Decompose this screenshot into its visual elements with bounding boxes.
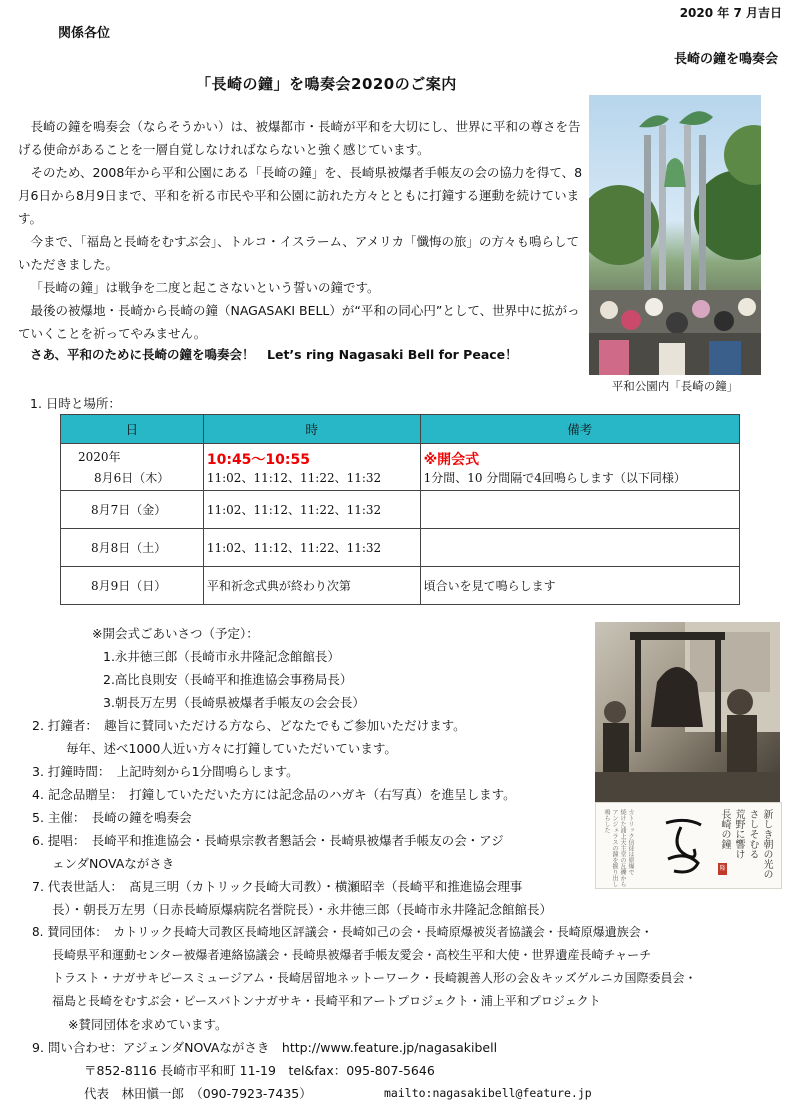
table-row (61, 491, 740, 529)
greeting-item: 3.朝長万左男（長崎県被爆者手帳友の会会長） (103, 695, 365, 710)
intro-paragraph: そのため、2008年から平和公園にある「長崎の鐘」を、長崎県被爆者手帳友の会の協力を得て、8月6日から8月9日まで、平和を祈る市民や平和公園に訪れた方々とともに打鐘する運動を続けています。 (18, 165, 583, 226)
note-cell (420, 491, 739, 529)
historic-bell-photo (595, 622, 780, 802)
bell-monument-illustration (589, 95, 761, 375)
schedule-table (60, 414, 740, 605)
greeting-item: 1.永井徳三郎（長崎市永井隆記念館館長） (103, 649, 340, 664)
time-cell: 11:02、11:12、11:22、11:32 (203, 529, 420, 567)
item-representatives: 7. 代表世話人： 髙見三明（カトリック長崎大司教）・横瀬昭幸（長崎平和推進協会理事 (32, 879, 523, 894)
item-participants: 2. 打鐘者： 趣旨に賛同いただける方なら、どなたでもご参加いただけます。 (32, 718, 466, 733)
item-participants-note: 毎年、述べ1000人近い方々に打鐘していただいています。 (66, 741, 397, 756)
recipient: 関係各位 (58, 26, 111, 41)
greetings-heading: ※開会式ごあいさつ（予定）： (92, 626, 259, 641)
organizer: 長崎の鐘を鳴奏会 (673, 52, 778, 67)
item-ring-time: 3. 打鐘時間： 上記時刻から1分間鳴らします。 (32, 764, 299, 779)
item-supporters-cont: トラスト・ナガサキピースミュージアム・長崎居留地ネットーワーク・長崎親善人形の会＆キッズゲルニカ国際委員会・ (52, 971, 697, 985)
intro-paragraph: 最後の被爆地・長崎から長崎の鐘（NAGASAKI BELL）が“平和の同心円”として、世界中に拡がっていくことを祈ってやみません。 (18, 303, 580, 341)
greeting-item: 2.高比良則安（長崎平和推進協会事務局長） (103, 672, 353, 687)
contact-representative: 代表 林田愼一郎 （090-7923-7435） (84, 1086, 312, 1101)
photo-caption: 平和公園内「長崎の鐘」 (611, 379, 739, 393)
intro-paragraph: 「長崎の鐘」は戦争を二度と起こさないという誓いの鐘です。 (30, 280, 380, 295)
day-label: 8月6日（木） (94, 471, 170, 485)
note-label: 1分間、10 分間隔で4回鳴らします（以下同様） (423, 470, 686, 485)
bell-monument-photo (589, 95, 761, 375)
table-row (61, 529, 740, 567)
slogan: さあ、平和のために長崎の鐘を鳴奏会！ Let’s ring Nagasaki Bell for Peace！ (30, 347, 518, 362)
postcard-small-text: カトリック信徒は原爆で 焼けた浦上天主堂の瓦礫から アンジェラスの鐘を掘り出し 鳴らした (603, 809, 634, 887)
opening-ceremony-label: ※開会式 (423, 451, 480, 468)
column-header: 日 (61, 415, 204, 444)
time-cell: 平和祈念式典が終わり次第 (203, 567, 420, 605)
note-cell (420, 444, 739, 491)
item-contact: 9. 問い合わせ：アジェンダNOVAながさき http://www.feature.jp/nagasakibell (32, 1040, 498, 1055)
table-row (61, 567, 740, 605)
contact-email-link[interactable]: mailto:nagasakibell@feature.jp (384, 1086, 592, 1100)
time-cell: 11:02、11:12、11:22、11:32 (203, 491, 420, 529)
postcard-calligraphy (656, 811, 711, 881)
table-header-row (61, 415, 740, 444)
item-host: 5. 主催： 長崎の鐘を鳴奏会 (32, 810, 192, 825)
day-cell: 8月8日（土） (61, 529, 204, 567)
section-heading: 1. 日時と場所： (30, 396, 121, 411)
time-label: 11:02、11:12、11:22、11:32 (206, 470, 382, 485)
postcard-seal: 隆 (718, 863, 727, 875)
postcard-poem: 新しき朝の光の さしそむる 荒野に響け 長崎の鐘 (719, 809, 772, 879)
item-representatives-cont: 長）・朝長万左男（日赤長崎原爆病院名誉院長）・永井徳三郎（長崎市永井隆記念館館長） (52, 902, 553, 917)
opening-time: 10:45〜10:55 (206, 451, 310, 468)
supporters-note: ※賛同団体を求めています。 (68, 1017, 228, 1032)
contact-address: 〒852-8116 長崎市平和町 11-19 tel&fax：095-807-5646 (84, 1063, 435, 1078)
year-label: 2020年 (78, 450, 121, 464)
document-date: 2020 年 7 月吉日 (679, 6, 782, 20)
table-row (61, 444, 740, 491)
item-supporters: 8. 賛同団体： カトリック長崎大司教区長崎地区評議会・長崎如己の会・長崎原爆被災者協議会・長崎原爆遺族会・ (32, 925, 653, 939)
item-proposers-cont: ェンダNOVAながさき (52, 856, 175, 871)
column-header: 備考 (420, 415, 739, 444)
day-cell: 8月9日（日） (61, 567, 204, 605)
note-cell: 頃合いを見て鳴らします (420, 567, 739, 605)
item-supporters-cont: 長崎県平和運動センター被爆者連絡協議会・長崎県被爆者手帳友愛会・高校生平和大使・世界遺産長崎チャーチ (52, 948, 652, 962)
note-cell (420, 529, 739, 567)
column-header: 時 (203, 415, 420, 444)
item-souvenir: 4. 記念品贈呈： 打鐘していただいた方には記念品のハガキ（右写真）を進呈します。 (32, 787, 516, 802)
item-proposers: 6. 提唱： 長崎平和推進協会・長崎県宗教者懇話会・長崎県被爆者手帳友の会・アジ (32, 833, 504, 848)
intro-paragraph: 長崎の鐘を鳴奏会（ならそうかい）は、被爆都市・長崎が平和を大切にし、世界に平和の尊さを告げる使命があることを一層自覚しなければならないと強く感じています。 (18, 119, 581, 157)
item-supporters-cont: 福島と長崎をむすぶ会・ピースバトンナガサキ・長崎平和アートプロジェクト・浦上平和プロジェクト (52, 994, 601, 1008)
time-cell (203, 444, 420, 491)
historic-bell-illustration (595, 622, 780, 802)
day-cell: 8月7日（金） (61, 491, 204, 529)
intro-paragraph: 今まで、「福島と長崎をむすぶ会」、トルコ・イスラーム、アメリカ「懺悔の旅」の方々も鳴らしていただきました。 (18, 234, 580, 272)
document-title: 「長崎の鐘」を鳴奏会2020のご案内 (196, 75, 457, 93)
commemorative-postcard (595, 802, 782, 889)
day-cell (61, 444, 204, 491)
intro-text (18, 115, 584, 345)
